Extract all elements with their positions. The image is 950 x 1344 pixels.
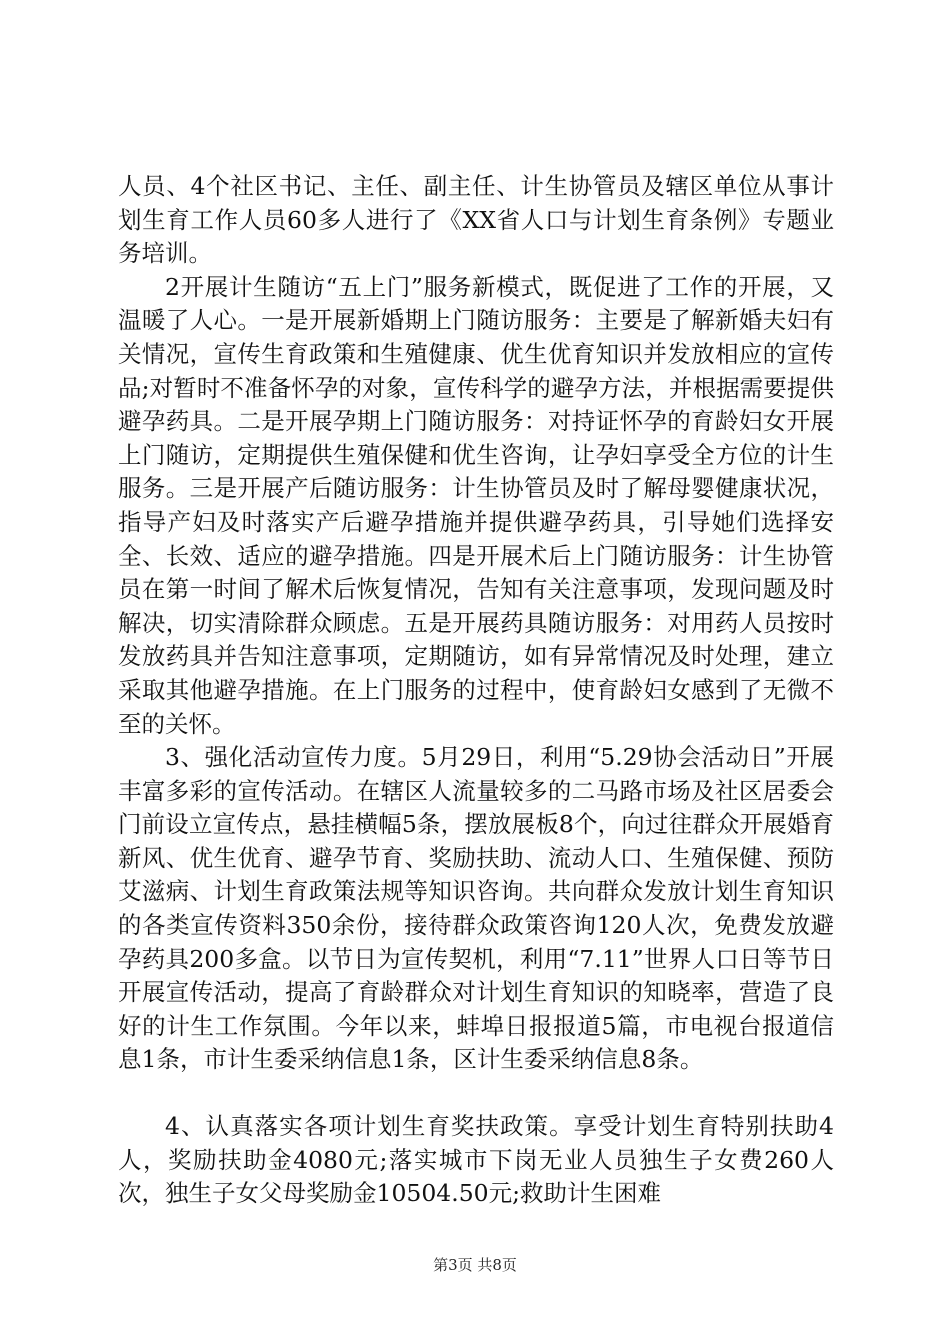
paragraph-training: 人员、4个社区书记、主任、副主任、计生协管员及辖区单位从事计划生育工作人员60多人进行了《XX省人口与计划生育条例》专题业务培训。 (118, 172, 834, 268)
page-number: 第3页 共8页 (433, 1256, 517, 1274)
document-body (118, 170, 834, 1211)
paragraph-home-visits: 2开展计生随访“五上门”服务新模式，既促进了工作的开展，又温暖了人心。一是开展新婚期上门随访服务：主要是了解新婚夫妇有关情况，宣传生育政策和生殖健康、优生优育知识并发放相应的宣传品;对暂时不准备怀孕的对象，宣传科学的避孕方法，并根据需要提供避孕药具。二是开展孕期上门随访服务：对持证怀孕的育龄妇女开展上门随访，定期提供生殖保健和优生咨询，让孕妇享受全方位的计生服务。三是开展产后随访服务：计生协管员及时了解母婴健康状况，指导产妇及时落实产后避孕措施并提供避孕药具，引导她们选择安全、长效、适应的避孕措施。四是开展术后上门随访服务：计生协管员在第一时间了解术后恢复情况，告知有关注意事项，发现问题及时解决，切实清除群众顾虑。五是开展药具随访服务：对用药人员按时发放药具并告知注意事项，定期随访，如有异常情况及时处理，建立采取其他避孕措施。在上门服务的过程中，使育龄妇女感到了无微不至的关怀。 (118, 272, 834, 738)
paragraph-reward-policies: 4、认真落实各项计划生育奖扶政策。享受计划生育特别扶助4人，奖励扶助金4080元;落实城市下岗无业人员独生子女费260人次，独生子女父母奖励金10504.50元;救助计生困难 (118, 1112, 834, 1208)
paragraph-publicity: 3、强化活动宣传力度。5月29日，利用“5.29协会活动日”开展丰富多彩的宣传活动。在辖区人流量较多的二马路市场及社区居委会门前设立宣传点，悬挂横幅5条，摆放展板8个，向过往群众开展婚育新风、优生优育、避孕节育、奖励扶助、流动人口、生殖保健、预防艾滋病、计划生育政策法规等知识咨询。共向群众发放计划生育知识的各类宣传资料350余份，接待群众政策咨询120人次，免费发放避孕药具200多盒。以节日为宣传契机，利用“7.11”世界人口日等节日开展宣传活动，提高了育龄群众对计划生育知识的知晓率，营造了良好的计生工作氛围。今年以来，蚌埠日报报道5篇，市电视台报道信息1条，市计生委采纳信息1条，区计生委采纳信息8条。 (118, 743, 834, 1074)
